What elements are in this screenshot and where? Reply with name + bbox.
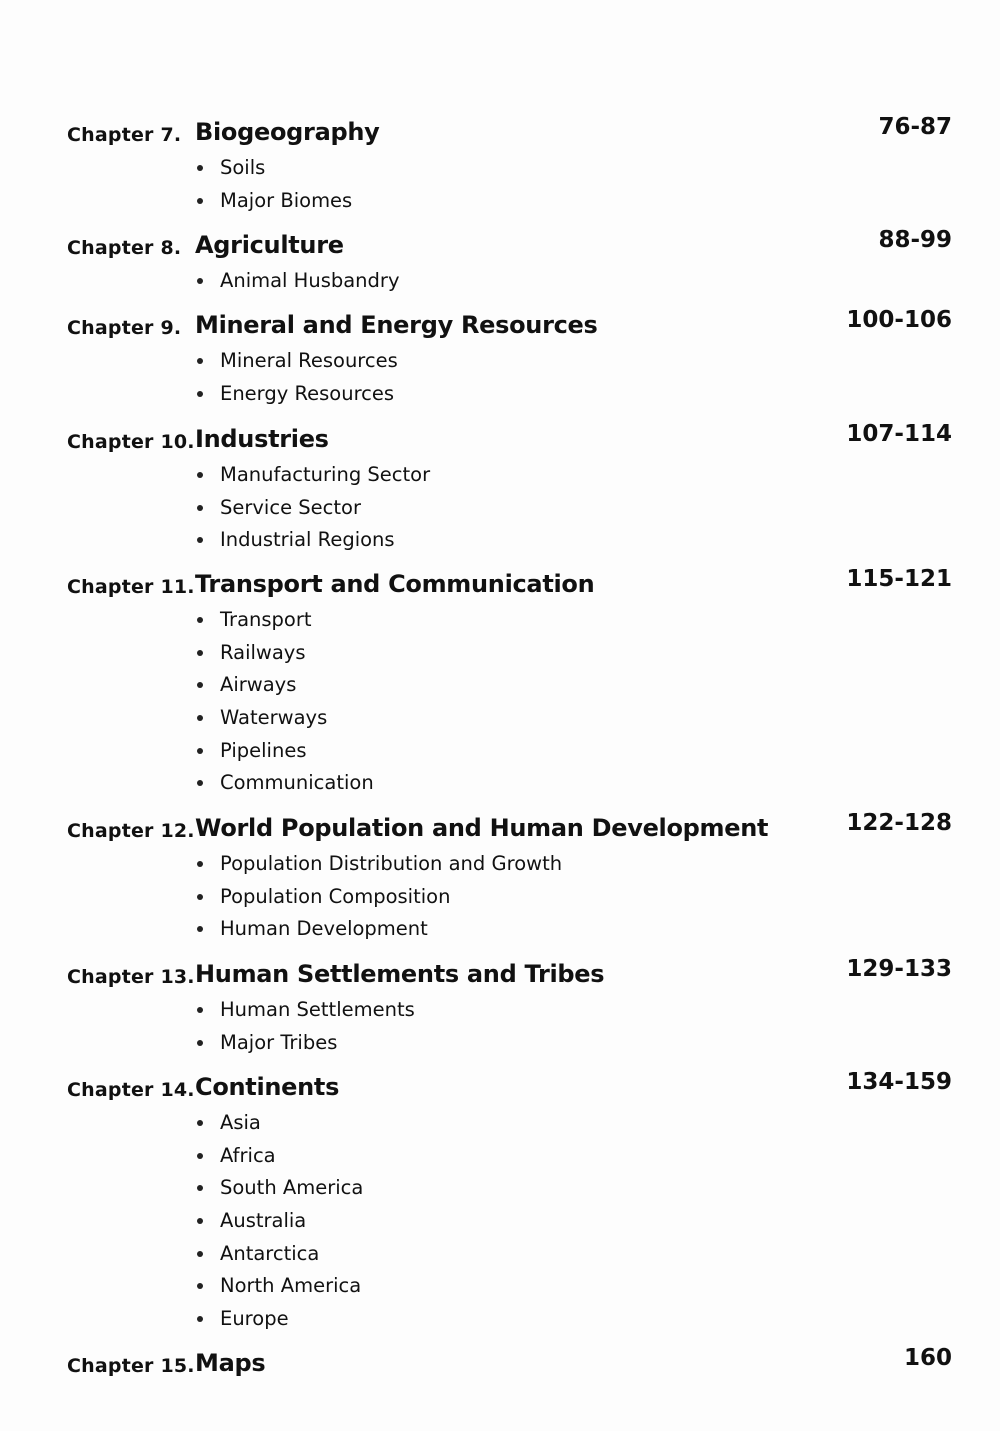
chapter-label: Chapter 11. bbox=[67, 576, 195, 598]
topic-label: Human Development bbox=[220, 917, 428, 941]
bullet-icon bbox=[197, 537, 203, 543]
chapter-title: Mineral and Energy Resources bbox=[195, 311, 598, 339]
topic-label: Antarctica bbox=[220, 1241, 320, 1265]
topic-list bbox=[195, 269, 399, 302]
topic-label: Major Tribes bbox=[220, 1030, 338, 1054]
topic-list bbox=[195, 463, 430, 561]
chapter-label: Chapter 9. bbox=[67, 317, 182, 339]
topic-label: Manufacturing Sector bbox=[220, 463, 431, 486]
topic-label: Service Sector bbox=[220, 495, 361, 519]
bullet-icon bbox=[197, 1251, 203, 1257]
topic-list bbox=[195, 156, 352, 221]
topic-label: Industrial Regions bbox=[220, 528, 395, 552]
list-item bbox=[195, 706, 374, 739]
chapter-pages: 160 bbox=[903, 1345, 952, 1371]
chapter-pages: 76-87 bbox=[878, 114, 952, 140]
list-item bbox=[195, 917, 562, 950]
bullet-icon bbox=[197, 861, 203, 867]
topic-label: Africa bbox=[220, 1143, 276, 1167]
chapter-pages: 129-133 bbox=[846, 956, 952, 982]
chapter-pages: 100-106 bbox=[846, 307, 952, 333]
topic-label: Soils bbox=[220, 156, 266, 179]
chapter-label: Chapter 14. bbox=[67, 1079, 195, 1101]
list-item bbox=[195, 156, 352, 189]
list-item bbox=[195, 189, 352, 222]
chapter-title: Continents bbox=[195, 1073, 340, 1101]
topic-label: Europe bbox=[220, 1307, 289, 1331]
bullet-icon bbox=[197, 165, 203, 171]
topic-label: Communication bbox=[220, 771, 374, 795]
chapter-label: Chapter 10. bbox=[67, 431, 195, 453]
bullet-icon bbox=[197, 682, 203, 688]
topic-list bbox=[195, 608, 374, 804]
chapter-title: Transport and Communication bbox=[195, 570, 595, 598]
bullet-icon bbox=[197, 505, 203, 511]
topic-label: South America bbox=[220, 1176, 364, 1200]
chapter-label: Chapter 13. bbox=[67, 966, 195, 988]
list-item bbox=[195, 1242, 363, 1275]
topic-list bbox=[195, 998, 415, 1063]
list-item bbox=[195, 496, 430, 529]
topic-label: Major Biomes bbox=[220, 188, 353, 212]
bullet-icon bbox=[197, 926, 203, 932]
chapter-label: Chapter 15. bbox=[67, 1355, 195, 1377]
topic-label: Energy Resources bbox=[220, 381, 395, 405]
bullet-icon bbox=[197, 278, 203, 284]
bullet-icon bbox=[197, 617, 203, 623]
list-item bbox=[195, 382, 398, 415]
list-item bbox=[195, 771, 374, 804]
topic-list bbox=[195, 1111, 363, 1340]
chapter-title: Agriculture bbox=[195, 231, 344, 259]
bullet-icon bbox=[197, 1218, 203, 1224]
topic-label: Human Settlements bbox=[220, 998, 415, 1021]
list-item bbox=[195, 349, 398, 382]
chapter-title: Human Settlements and Tribes bbox=[195, 960, 605, 988]
chapter-label: Chapter 12. bbox=[67, 820, 195, 842]
chapter-title: World Population and Human Development bbox=[195, 814, 769, 842]
chapter-label: Chapter 8. bbox=[67, 237, 182, 259]
topic-label: Population Distribution and Growth bbox=[220, 852, 563, 875]
topic-list bbox=[195, 349, 398, 414]
bullet-icon bbox=[197, 1185, 203, 1191]
list-item bbox=[195, 528, 430, 561]
list-item bbox=[195, 852, 562, 885]
list-item bbox=[195, 1307, 363, 1340]
list-item bbox=[195, 1144, 363, 1177]
chapter-title: Maps bbox=[195, 1349, 266, 1377]
list-item bbox=[195, 269, 399, 302]
topic-label: Australia bbox=[220, 1209, 307, 1233]
list-item bbox=[195, 1111, 363, 1144]
topic-label: Mineral Resources bbox=[220, 349, 398, 372]
bullet-icon bbox=[197, 748, 203, 754]
topic-label: Railways bbox=[220, 640, 306, 664]
bullet-icon bbox=[197, 894, 203, 900]
topic-label: Pipelines bbox=[220, 738, 307, 762]
list-item bbox=[195, 641, 374, 674]
topic-label: Waterways bbox=[220, 706, 328, 730]
topic-label: Transport bbox=[220, 608, 312, 631]
bullet-icon bbox=[197, 1007, 203, 1013]
bullet-icon bbox=[197, 1316, 203, 1322]
topic-list bbox=[195, 852, 562, 950]
list-item bbox=[195, 885, 562, 918]
bullet-icon bbox=[197, 715, 203, 721]
bullet-icon bbox=[197, 1040, 203, 1046]
list-item bbox=[195, 1274, 363, 1307]
bullet-icon bbox=[197, 391, 203, 397]
bullet-icon bbox=[197, 198, 203, 204]
chapter-pages: 107-114 bbox=[846, 421, 952, 447]
bullet-icon bbox=[197, 472, 203, 478]
chapter-pages: 122-128 bbox=[846, 810, 952, 836]
topic-label: North America bbox=[220, 1274, 362, 1298]
bullet-icon bbox=[197, 780, 203, 786]
list-item bbox=[195, 1176, 363, 1209]
bullet-icon bbox=[197, 1283, 203, 1289]
list-item bbox=[195, 1209, 363, 1242]
topic-label: Airways bbox=[220, 673, 297, 697]
bullet-icon bbox=[197, 358, 203, 364]
chapter-pages: 134-159 bbox=[846, 1069, 952, 1095]
list-item bbox=[195, 673, 374, 706]
bullet-icon bbox=[197, 1153, 203, 1159]
topic-label: Population Composition bbox=[220, 884, 451, 908]
topic-label: Asia bbox=[220, 1111, 261, 1134]
bullet-icon bbox=[197, 650, 203, 656]
chapter-pages: 88-99 bbox=[878, 227, 952, 253]
list-item bbox=[195, 998, 415, 1031]
list-item bbox=[195, 1031, 415, 1064]
bullet-icon bbox=[197, 1120, 203, 1126]
list-item bbox=[195, 463, 430, 496]
list-item bbox=[195, 739, 374, 772]
list-item bbox=[195, 608, 374, 641]
chapter-title: Biogeography bbox=[195, 118, 380, 146]
topic-label: Animal Husbandry bbox=[220, 269, 400, 292]
chapter-pages: 115-121 bbox=[846, 566, 952, 592]
chapter-title: Industries bbox=[195, 425, 329, 453]
chapter-label: Chapter 7. bbox=[67, 124, 182, 146]
